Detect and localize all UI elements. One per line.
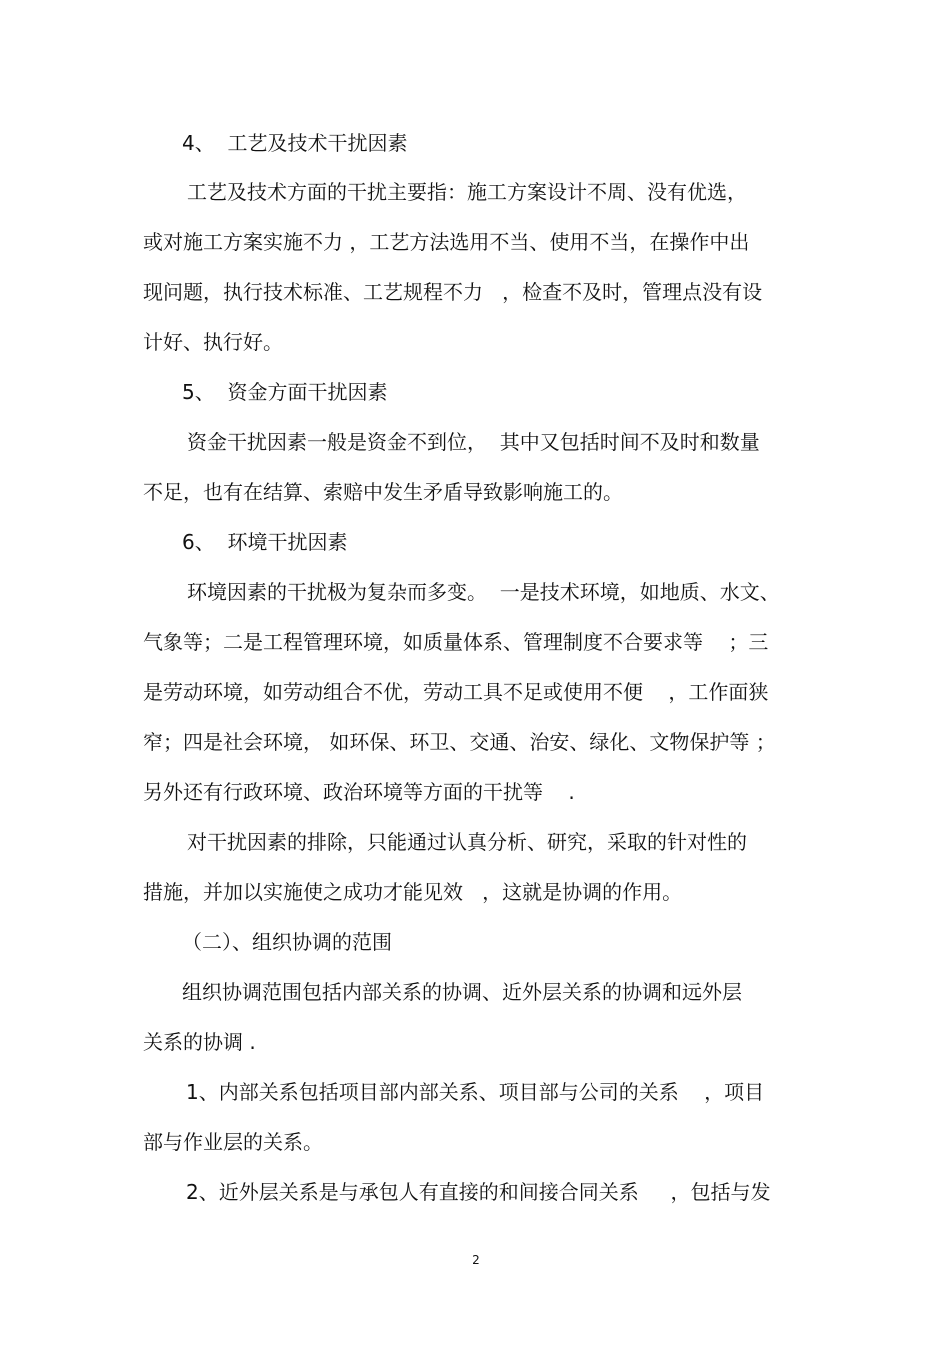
heading-6: 6、 环境干扰因素 (182, 530, 348, 554)
paragraph-line: 资金干扰因素一般是资金不到位， 其中又包括时间不及时和数量 (187, 430, 760, 454)
paragraph-line: 措施，并加以实施使之成功才能见效 ，这就是协调的作用。 (143, 880, 683, 904)
paragraph-line: 计好、执行好。 (143, 330, 283, 354)
paragraph-line: 组织协调范围包括内部关系的协调、近外层关系的协调和远外层 (182, 980, 742, 1004)
paragraph-line: 气象等；二是工程管理环境，如质量体系、管理制度不合要求等 ；三 (143, 630, 769, 654)
paragraph-line: 工艺及技术方面的干扰主要指：施工方案设计不周、没有优选， (187, 180, 747, 204)
list-item-2: 2、近外层关系是与承包人有直接的和间接合同关系 ，包括与发 (186, 1180, 771, 1204)
paragraph-line: 是劳动环境，如劳动组合不优，劳动工具不足或使用不便 ，工作面狭 (143, 680, 769, 704)
paragraph-line: 或对施工方案实施不力 ，工艺方法选用不当、使用不当，在操作中出 (143, 230, 750, 254)
heading-5: 5、 资金方面干扰因素 (182, 380, 388, 404)
list-item-1: 1、内部关系包括项目部内部关系、项目部与公司的关系 ，项目 (186, 1080, 765, 1104)
paragraph-line: 窄；四是社会环境， 如环保、环卫、交通、治安、绿化、文物保护等 ； (143, 730, 776, 754)
paragraph-line: 对干扰因素的排除，只能通过认真分析、研究，采取的针对性的 (187, 830, 747, 854)
paragraph-line: 部与作业层的关系。 (143, 1130, 323, 1154)
paragraph-line: 现问题，执行技术标准、工艺规程不力 ，检查不及时，管理点没有设 (143, 280, 763, 304)
heading-4: 4、 工艺及技术干扰因素 (182, 131, 408, 155)
paragraph-line: 环境因素的干扰极为复杂而多变。 一是技术环境，如地质、水文、 (187, 580, 780, 604)
paragraph-line: 另外还有行政环境、政治环境等方面的干扰等 . (143, 780, 575, 804)
paragraph-line: 关系的协调 . (143, 1030, 256, 1054)
page-number: 2 (472, 1253, 480, 1267)
paragraph-line: 不足，也有在结算、索赔中发生矛盾导致影响施工的。 (143, 480, 623, 504)
section-heading: （二）、组织协调的范围 (182, 930, 392, 954)
